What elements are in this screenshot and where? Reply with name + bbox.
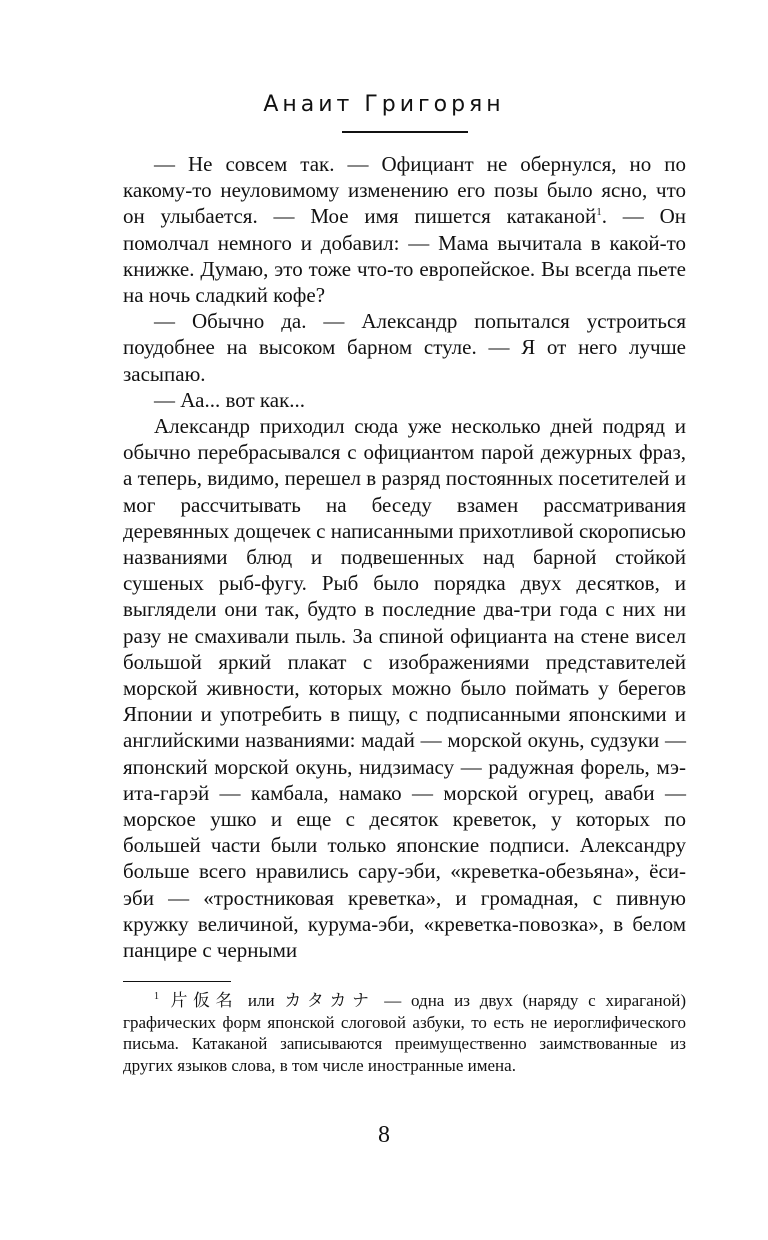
footnote-reference[interactable]: 1 xyxy=(596,206,602,219)
footnote-text: 片仮名 или カタカナ — одна из двух (наряду с хираганой) графических форм японской слоговой азбуки, то есть не иероглифического письма. Катаканой записываются преимущественно заимствованные из других языков слова, в том числе иностранные имена. xyxy=(123,991,686,1075)
paragraph-1-start: — Не совсем так. — Официант не обернулся, но по какому-то неуловимому изменению его позы было ясно, что он улыбается. — Мое имя пишется катаканой xyxy=(123,152,686,229)
footnote-rule xyxy=(123,981,231,982)
footnote-marker: 1 xyxy=(154,991,159,1003)
paragraph-3: — Аа... вот как... xyxy=(154,387,306,412)
main-text xyxy=(123,151,686,963)
paragraph-4: Александр приходил сюда уже несколько дней подряд и обычно перебрасывался с официантом парой дежурных фраз, а теперь, видимо, перешел в разряд постоянных посетителей и мог рассчитывать на беседу взамен рассматривания деревянных дощечек с написанными прихотливой скорописью названиями блюд и подвешенных над барной стойкой сушеных рыб-фугу. Рыб было порядка двух десятков, и выглядели они так, будто в последние два-три года с них ни разу не смахивали пыль. За спиной официанта на стене висел большой яркий плакат с изображениями представителей морской живности, которых можно было поймать у берегов Японии и употребить в пищу, с подписанными японскими и английскими названиями: мадай — морской окунь, судзуки — японский морской окунь, нидзимасу — радужная форель, мэ-ита-гарэй — камбала, намако — морской огурец, аваби — морское ушко и еще с десяток креветок, у которых по большей части были только японские подписи. Александру больше всего нравились сару-эби, «креветка-обезьяна», ёси-эби — «тростниковая креветка», и громадная, с пивную кружку величиной, курума-эби, «креветка-повозка», в белом панцире с черными xyxy=(123,414,686,963)
paragraph-1 xyxy=(123,151,686,308)
header-rule xyxy=(342,131,468,133)
paragraph-2: — Обычно да. — Александр попытался устроиться поудобнее на высоком барном стуле. — Я от него лучше засыпаю. xyxy=(123,309,686,386)
page-number: 8 xyxy=(378,1122,390,1148)
paragraph-1-end: . — Он помолчал немного и добавил: — Мама вычитала в какой-то книжке. Думаю, это тоже что-то европейское. Вы всегда пьете на ночь сладкий кофе? xyxy=(123,204,686,308)
running-head-author: Анаит Григорян xyxy=(263,92,505,117)
footnote xyxy=(123,990,686,1076)
footnote-paragraph xyxy=(123,990,686,1076)
